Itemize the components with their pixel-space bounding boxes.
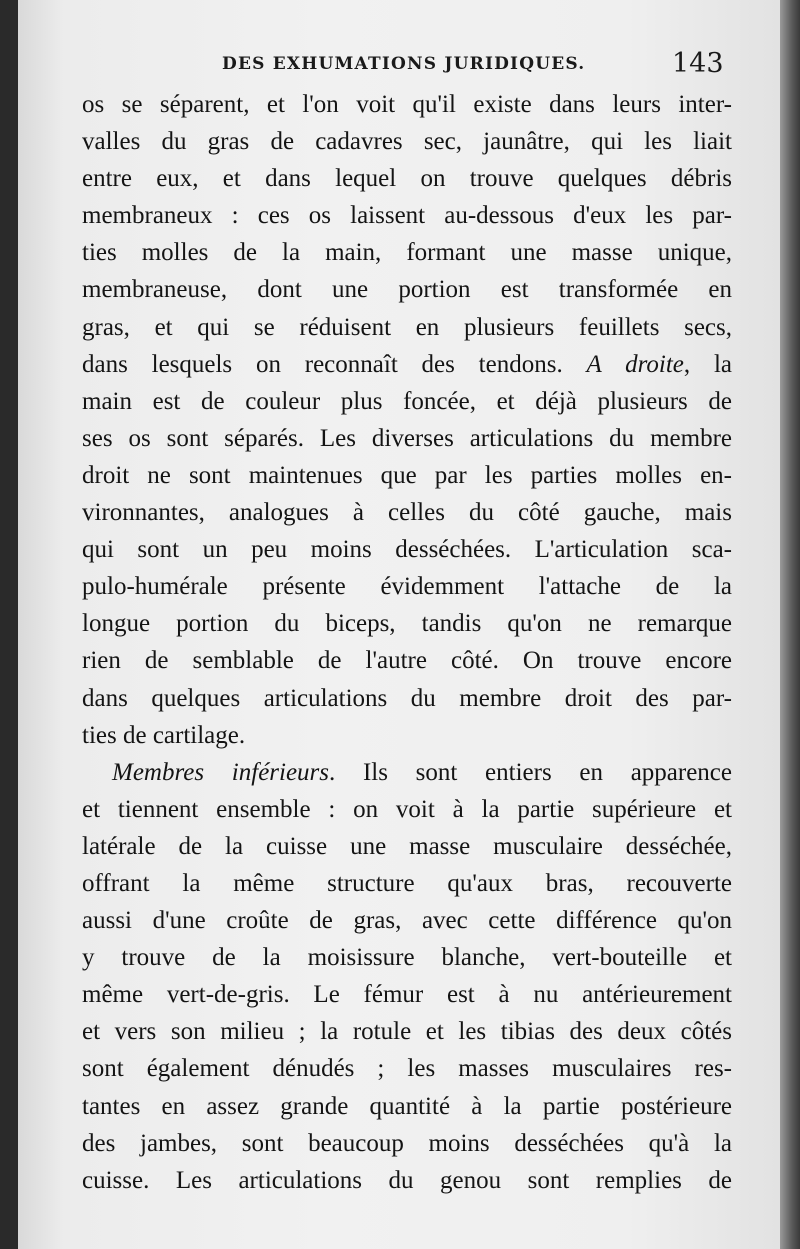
text-line: des jambes, sont beaucoup moins desséchées qu'à la <box>82 1129 732 1157</box>
text-line: et tiennent ensemble : on voit à la partie supérieure et <box>82 795 732 823</box>
binding-edge <box>780 0 800 1249</box>
book-page <box>18 0 780 1249</box>
text-line: vironnantes, analogues à celles du côté gauche, mais <box>82 499 732 527</box>
text-line: ses os sont séparés. Les diverses articulations du membre <box>82 424 732 452</box>
text-line: tantes en assez grande quantité à la partie postérieure <box>82 1092 732 1120</box>
page-number: 143 <box>672 48 724 79</box>
text-line <box>82 346 732 383</box>
text-run: dans lesquels on reconnaît des tendons. <box>82 350 587 378</box>
text-line: longue portion du biceps, tandis qu'on ne remarque <box>82 610 732 638</box>
body-text <box>82 86 732 1199</box>
text-run: , la <box>683 350 732 378</box>
text-line: ties de cartilage. <box>82 721 246 749</box>
text-line: entre eux, et dans lequel on trouve quelques débris <box>82 165 732 193</box>
running-head: DES EXHUMATIONS JURIDIQUES. <box>222 54 586 74</box>
text-line: membraneux : ces os laissent au-dessous d'eux les par- <box>82 202 732 230</box>
text-line: y trouve de la moisissure blanche, vert-bouteille et <box>82 944 732 972</box>
section-heading-line <box>82 754 732 791</box>
text-line: même vert-de-gris. Le fémur est à nu antérieurement <box>82 981 732 1009</box>
text-line: droit ne sont maintenues que par les parties molles en- <box>82 461 732 489</box>
text-run: . Ils sont entiers en apparence <box>329 758 732 786</box>
text-line: ties molles de la main, formant une masse unique, <box>82 239 732 267</box>
text-line: cuisse. Les articulations du genou sont remplies de <box>82 1166 732 1194</box>
text-line: rien de semblable de l'autre côté. On trouve encore <box>82 647 732 675</box>
text-line: valles du gras de cadavres sec, jaunâtre, qui les liait <box>82 128 732 156</box>
page-header <box>18 48 780 82</box>
text-line: et vers son milieu ; la rotule et les tibias des deux côtés <box>82 1018 732 1046</box>
text-line: gras, et qui se réduisent en plusieurs feuillets secs, <box>82 313 732 341</box>
text-line: membraneuse, dont une portion est transformée en <box>82 276 732 304</box>
text-line: pulo-humérale présente évidemment l'attache de la <box>82 573 732 601</box>
text-line: aussi d'une croûte de gras, avec cette différence qu'on <box>82 907 732 935</box>
section-heading: Membres inférieurs <box>112 758 330 786</box>
text-line: offrant la même structure qu'aux bras, recouverte <box>82 869 732 897</box>
text-line: main est de couleur plus foncée, et déjà plusieurs de <box>82 387 732 415</box>
text-line: sont également dénudés ; les masses musculaires res- <box>82 1055 732 1083</box>
text-line: dans quelques articulations du membre droit des par- <box>82 684 732 712</box>
text-line: os se séparent, et l'on voit qu'il existe dans leurs inter- <box>82 91 732 118</box>
text-line: qui sont un peu moins desséchées. L'articulation sca- <box>82 536 732 564</box>
italic-phrase: A droite <box>586 350 684 378</box>
text-line: latérale de la cuisse une masse musculaire desséchée, <box>82 832 732 860</box>
